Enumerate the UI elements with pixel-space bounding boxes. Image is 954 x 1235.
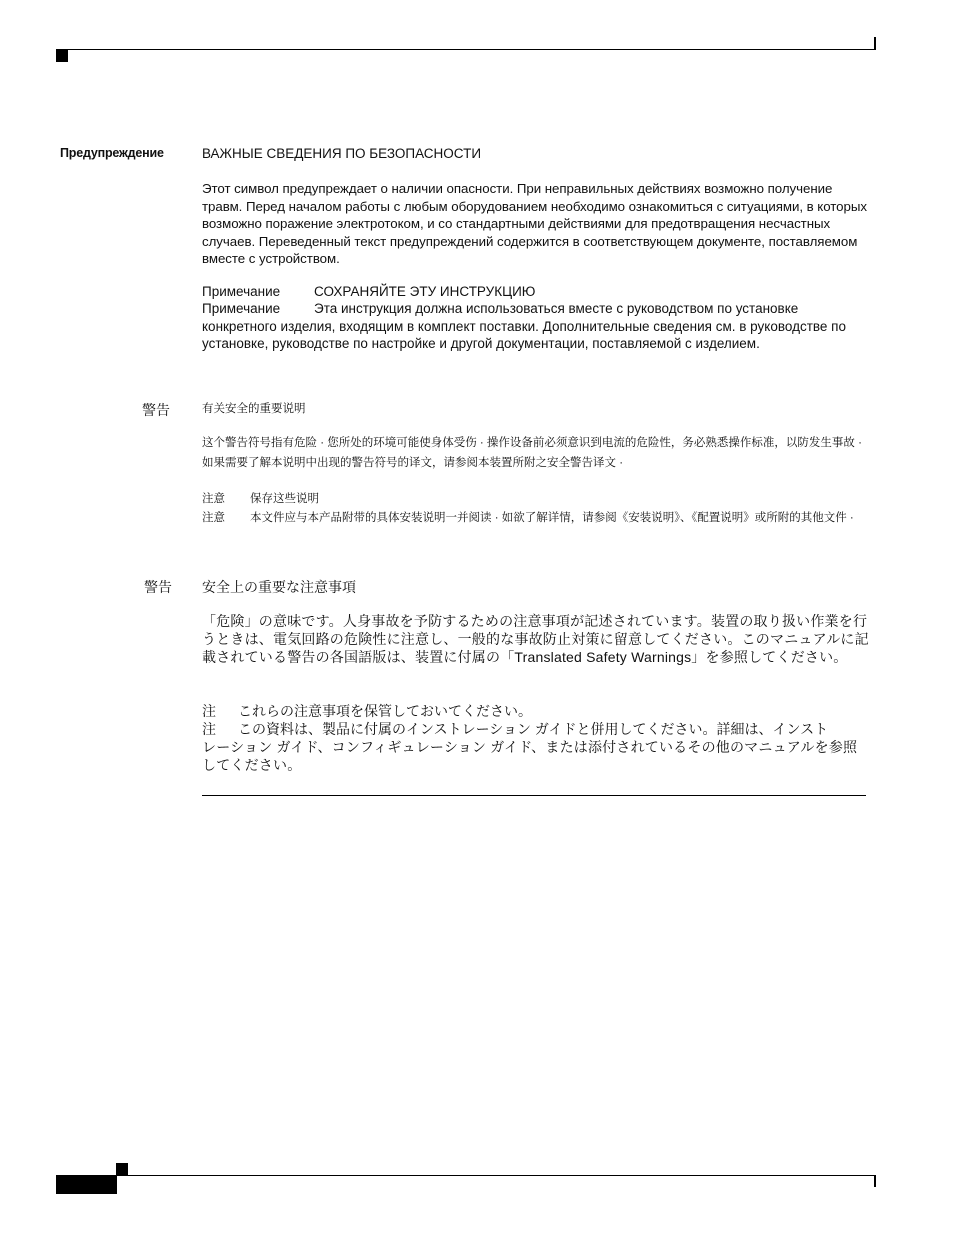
note-text: СОХРАНЯЙТЕ ЭТУ ИНСТРУКЦИЮ [314,284,536,299]
note-save-ja [202,702,870,720]
warning-label-ja: 警告 [144,579,172,595]
note-label: 注意 [202,493,225,505]
header-rule [56,49,876,50]
note-text: この資料は、製品に付属のインストレーション ガイドと併用してください。詳細は、インスト [238,721,829,737]
note-text: 保存这些说明 [250,493,319,505]
note-instructions-ja [202,720,870,738]
warning-label-zh: 警告 [142,402,170,418]
note-instructions-ja-continued: レーション ガイド、コンフィギュレーション ガイド、または添付されているその他のマニュアルを参照してください。 [202,739,858,773]
warning-label-ru: Предупреждение [60,146,164,160]
note-text: これらの注意事項を保管しておいてください。 [238,703,532,719]
header-marker [56,50,68,62]
note-label: 注 [202,721,216,737]
warning-paragraph-ja: 「危険」の意味です。人身事故を予防するための注意事項が記述されています。装置の取り扱い作業を行うときは、電気回路の危険性に注意し、一般的な事故防止対策に留意してください。このマニュアルに記載されている警告の各国語版は、装置に付属の「Translated Safety Warnings」を参照してください。 [202,613,869,665]
note-text: Эта инструкция должна использоваться вместе с руководством по установке конкретного изделия, входящим в комплект поставки. Дополнительные сведения см. в руководстве по установке, руководстве по настройке и другой документации, поставляемой с изделием. [202,301,846,351]
footer-marker [116,1163,128,1175]
footer-tick [874,1175,876,1187]
header-tick [874,37,876,50]
note-text: 本文件应与本产品附带的具体安装说明一并阅读 · 如欲了解详情，请参阅《安装说明》、《配置说明》或所附的其他文件 · [250,512,854,524]
note-label: 注 [202,703,216,719]
section-divider [202,795,866,796]
note-instructions-zh [202,509,870,549]
warning-paragraph-zh: 这个警告符号指有危险 · 您所处的环境可能使身体受伤 · 操作设备前必须意识到电流的危险性，务必熟悉操作标准，以防发生事故 · 如果需要了解本说明中出现的警告符号的译文，请参阅本装置所附之安全警告译文 · [202,437,862,469]
note-label: Примечание [202,301,281,316]
note-instructions-ru [202,300,870,353]
warning-title-zh: 有关安全的重要说明 [202,403,306,415]
warning-title-ja: 安全上の重要な注意事項 [202,579,356,595]
note-save-zh [202,490,870,509]
warning-title-ru: ВАЖНЫЕ СВЕДЕНИЯ ПО БЕЗОПАСНОСТИ [202,146,482,161]
footer-page-tab [56,1176,117,1194]
warning-paragraph-ru: Этот символ предупреждает о наличии опасности. При неправильных действиях возможно получение травм. Перед началом работы с любым оборудованием необходимо ознакомиться с ситуациями, в которых возможно поражение электротоком, и со стандартными действиями для предотвращения несчастных случаев. Переведенный текст предупреждений содержится в соответствующем документе, поставляемом вместе с устройством. [202,181,867,266]
note-save-ru [202,283,870,301]
note-label: Примечание [202,284,281,299]
footer-rule [56,1175,876,1176]
note-label: 注意 [202,512,225,524]
